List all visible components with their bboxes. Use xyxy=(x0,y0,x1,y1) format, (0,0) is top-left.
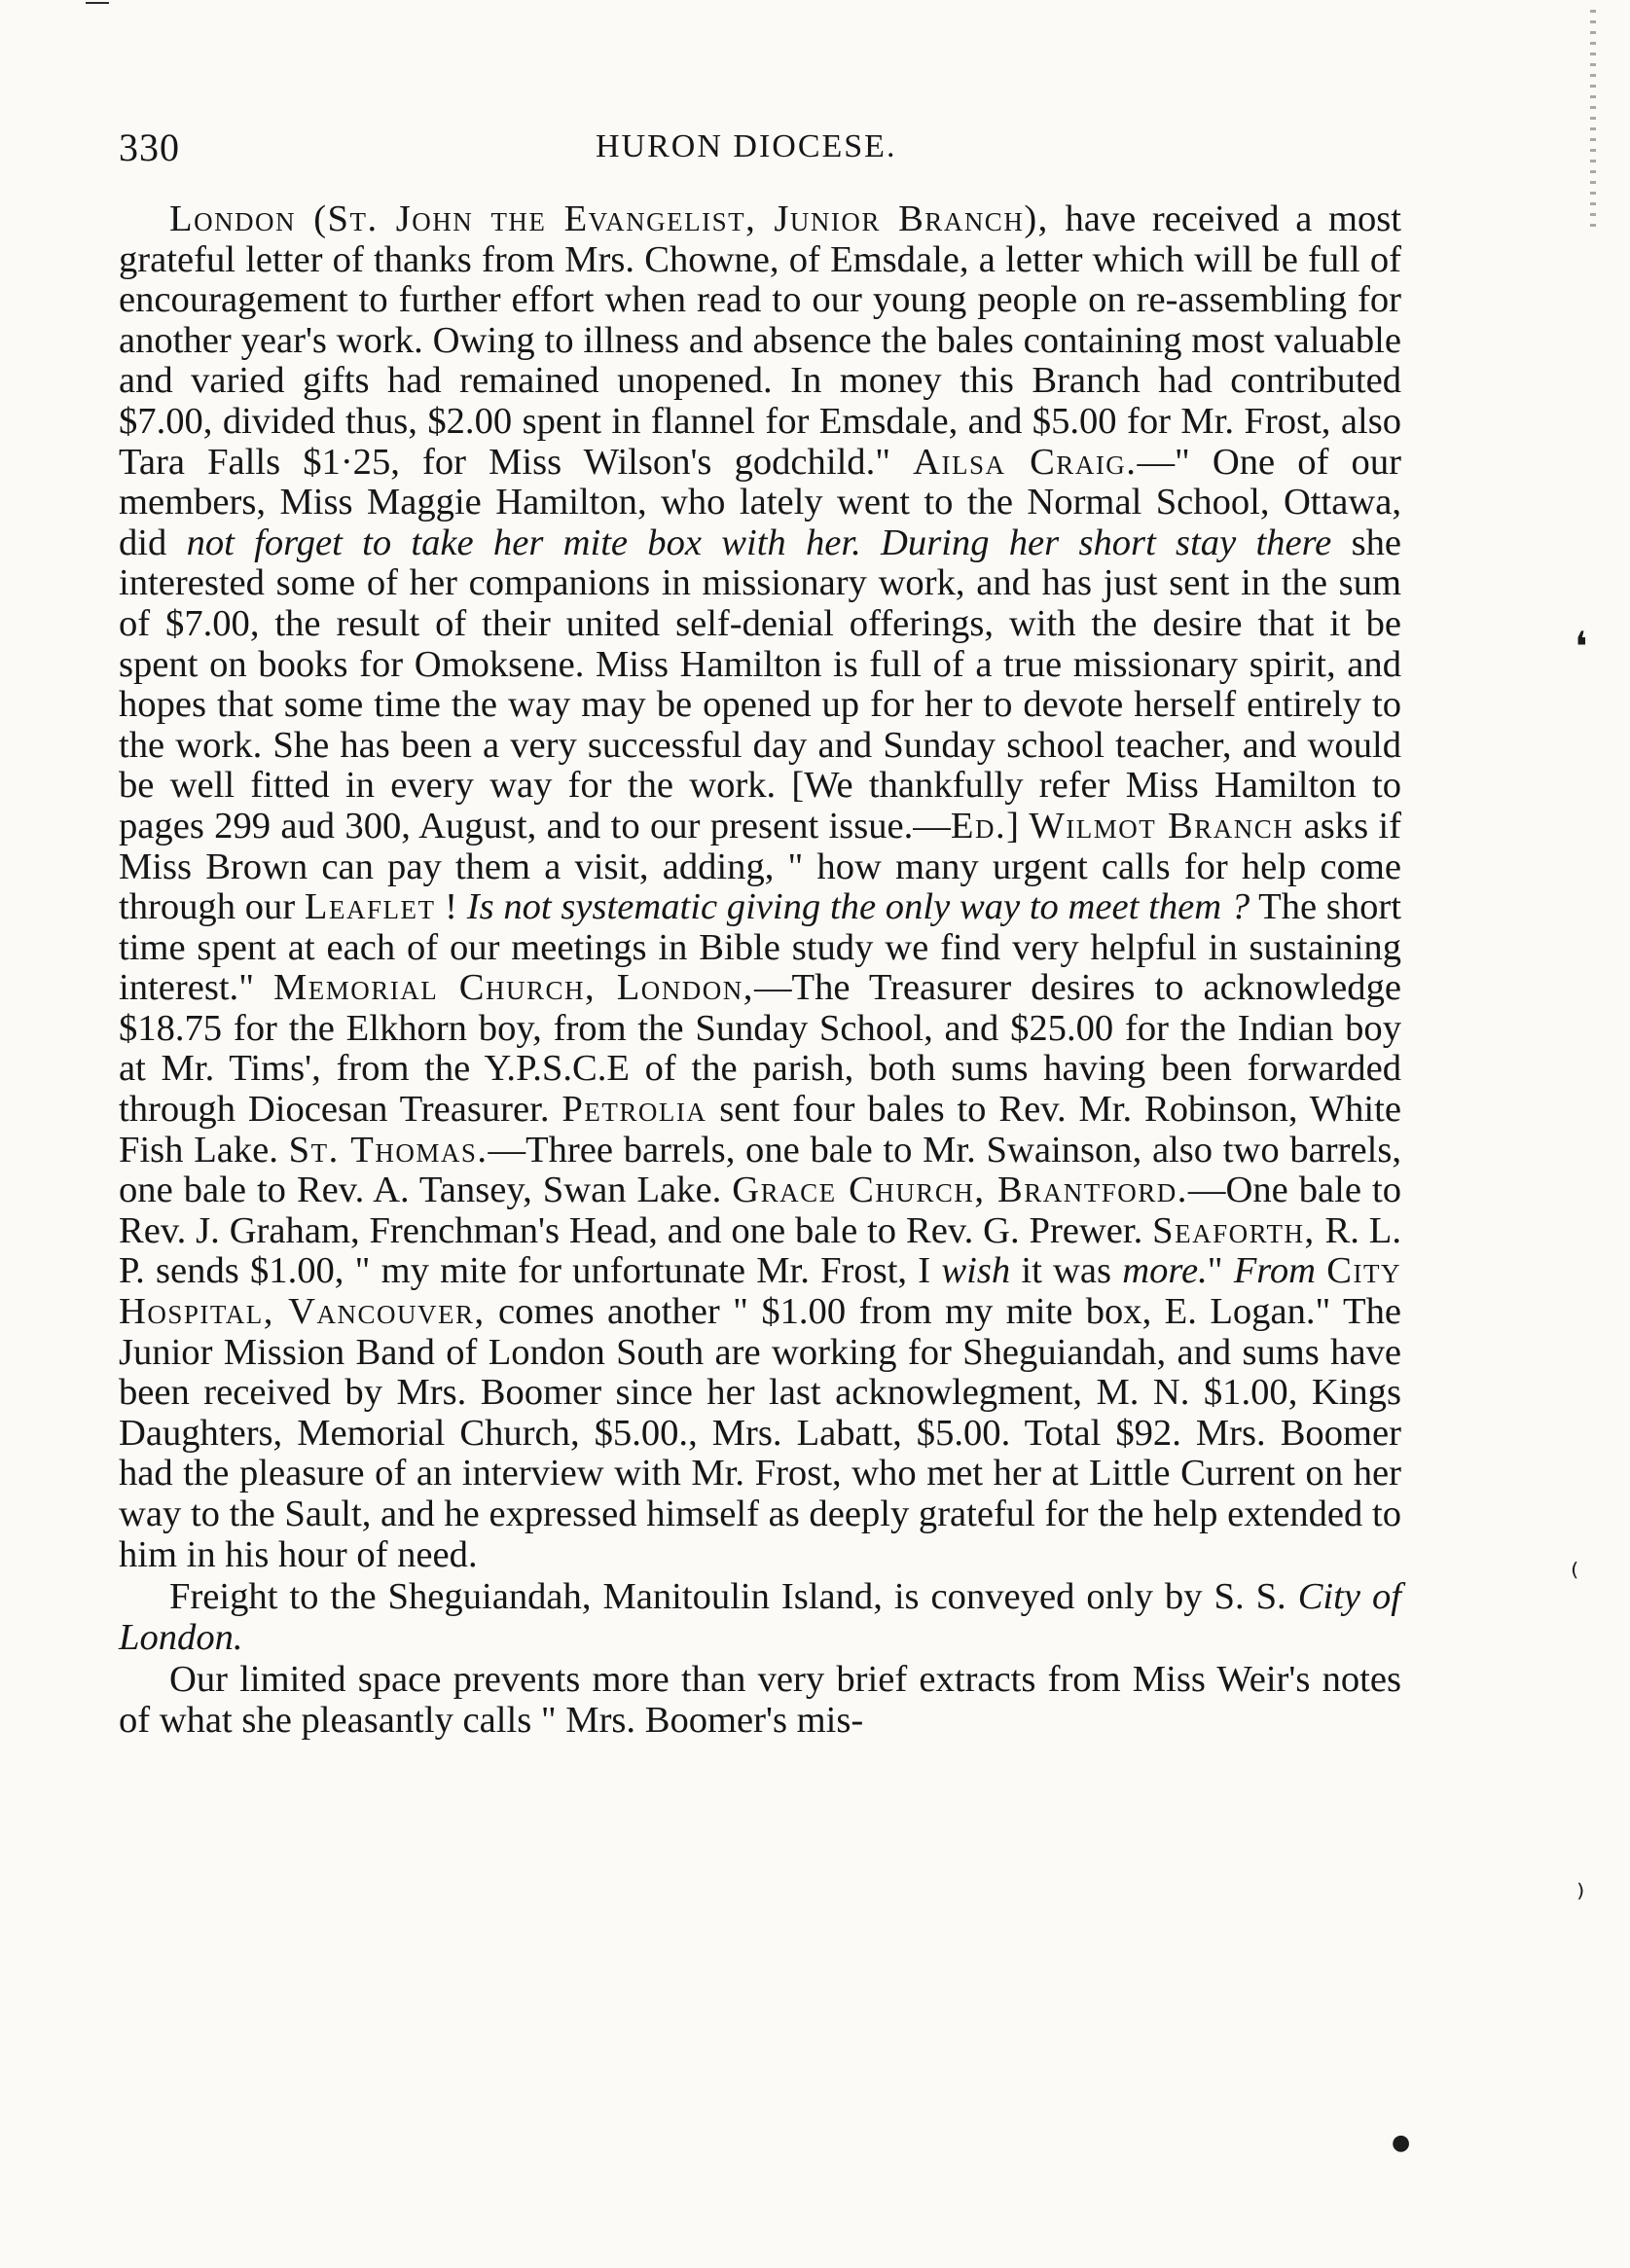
small-caps-heading: Memorial Church, London, xyxy=(272,967,754,1009)
paragraph xyxy=(119,1577,1401,1658)
small-caps-heading: Wilmot Branch xyxy=(1029,805,1294,846)
text-run: ! xyxy=(435,886,467,928)
page-number: 330 xyxy=(119,126,180,169)
margin-mark-icon: ⁽ xyxy=(1571,1557,1579,1596)
small-caps-heading: Seaforth, xyxy=(1152,1209,1316,1251)
text-run: —Three barrels, one bale to Mr. Swainson, also two barrels, one bale to Rev. A. Tansey, Swan Lake. xyxy=(119,1129,1401,1211)
small-caps-heading: Leaflet xyxy=(304,886,436,928)
text-run: —" One of our members, Miss Maggie Hamilton, who lately went to the Normal School, Ottawa, did xyxy=(119,441,1401,563)
text-run: —One bale to Rev. J. Graham, Frenchman's Head, and one bale to Rev. G. Prewer. xyxy=(119,1170,1401,1251)
small-caps-heading: Petrolia xyxy=(561,1089,707,1131)
italic-text: wish xyxy=(941,1250,1011,1292)
text-run: it was xyxy=(1010,1250,1123,1292)
small-caps-heading: St. Thomas. xyxy=(288,1129,489,1170)
margin-mark-icon: ❛ xyxy=(1575,623,1588,670)
text-run: —The Treasurer desires to acknowledge $18.75 for the Elkhorn boy, from the Sunday School, and $25.00 for the Indian boy at Mr. Tims', from the Y.P.S.C.E of the parish, both sums having been forwarded through Diocesan Treasurer. xyxy=(119,967,1401,1131)
paragraph xyxy=(119,199,1401,1575)
text-run: sent four bales to Rev. Mr. Robinson, White Fish Lake. xyxy=(119,1089,1401,1170)
text-run: " xyxy=(1207,1250,1234,1292)
small-caps-heading: City Hospital, Vancouver, xyxy=(119,1250,1401,1333)
small-caps-heading: Ed. xyxy=(950,805,1007,846)
body-text xyxy=(119,199,1401,1744)
text-run: she interested some of her companions in missionary work, and has just sent in the sum of $7.00, the result of their united self-denial offerings, with the desire that it be spent on books for Omoksene. Miss Hamilton is full of a true missionary spirit, and hopes that some time the way may be opened up for her to devote herself entirely to the work. She has been a very successful day and Sunday school teacher, and would be well fitted in every way for the work. [We thankfully refer Miss Hamilton to pages 299 aud 300, August, and to our present issue.— xyxy=(119,522,1401,846)
scan-edge-noise xyxy=(1590,10,1596,234)
page-header xyxy=(119,125,1403,183)
text-run: ] xyxy=(1006,805,1030,846)
text-run: asks if Miss Brown can pay them a visit, adding, " how many urgent calls for help come through our xyxy=(119,805,1401,928)
text-run: R. L. P. sends $1.00, " my mite for unfortunate Mr. Frost, I xyxy=(119,1209,1402,1292)
text-run: The short time spent at each of our meetings in Bible study we find very helpful in sustaining interest." xyxy=(119,886,1401,1009)
scan-speck xyxy=(86,2,109,4)
text-run: have received a most grateful letter of thanks from Mrs. Chowne, of Emsdale, a letter which will be full of encouragement to further effort when read to our young people on re-assembling for another year's work. Owing to illness and absence the bales containing most valuable and varied gifts had remained unopened. In money this Branch had contributed $7.00, divided thus, $2.00 spent in flannel for Emsdale, and $5.00 for Mr. Frost, also Tara Falls $1·25, for Miss Wilson's godchild." xyxy=(119,198,1401,483)
margin-mark-icon: ⁾ xyxy=(1576,1878,1585,1917)
text-run: Our limited space prevents more than very brief extracts from Miss Weir's notes of what she pleasantly calls " Mrs. Boomer's mis- xyxy=(119,1659,1401,1741)
italic-text: more. xyxy=(1122,1250,1208,1292)
running-head: HURON DIOCESE. xyxy=(596,128,897,164)
italic-text: City of London. xyxy=(119,1576,1401,1658)
small-caps-heading: London (St. John the Evangelist, Junior Branch), xyxy=(169,198,1049,239)
text-run: Freight to the Sheguiandah, Manitoulin Island, is conveyed only by S. S. xyxy=(169,1576,1298,1618)
margin-dot-icon: ● xyxy=(1392,2131,1411,2155)
text-run xyxy=(1316,1250,1326,1291)
paragraph xyxy=(119,1660,1401,1741)
italic-text: Is not systematic giving the only way to meet them ? xyxy=(466,886,1250,928)
italic-text: not forget to take her mite box with her. During her short stay there xyxy=(186,522,1332,563)
small-caps-heading: Ailsa Craig. xyxy=(913,441,1138,483)
small-caps-heading: Grace Church, Brantford. xyxy=(732,1170,1188,1211)
italic-text: From xyxy=(1233,1250,1317,1292)
text-run: comes another " $1.00 from my mite box, E. Logan." The Junior Mission Band of London South are working for Sheguiandah, and sums have been received by Mrs. Boomer since her last acknowlegment, M. N. $1.00, Kings Daughters, Memorial Church, $5.00., Mrs. Labatt, $5.00. Total $92. Mrs. Boomer had the pleasure of an interview with Mr. Frost, who met her at Little Current on her way to the Sault, and he expressed himself as deeply grateful for the help extended to him in his hour of need. xyxy=(119,1291,1401,1575)
